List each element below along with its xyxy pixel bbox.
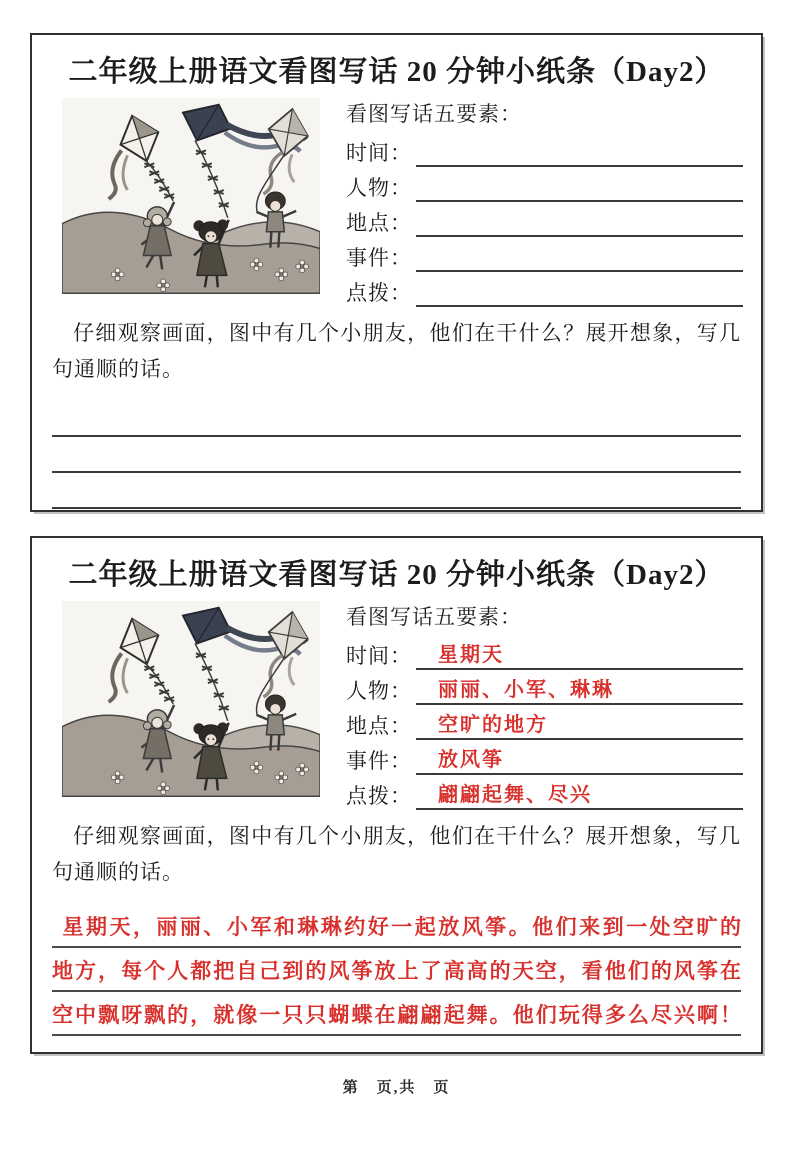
- field-line-place[interactable]: [416, 211, 743, 237]
- field-row-place: [346, 202, 743, 237]
- field-label-place: 地点：: [346, 211, 412, 235]
- worksheet-title: 二年级上册语文看图写话 20 分钟小纸条（Day2）: [68, 559, 725, 591]
- field-row-event: [346, 237, 743, 272]
- answer-lines: [52, 904, 741, 1036]
- field-row-time: [346, 635, 743, 670]
- field-line-time[interactable]: [416, 638, 743, 670]
- field-line-tips[interactable]: [416, 281, 743, 307]
- field-row-tips: [346, 775, 743, 810]
- field-value-tips: 翩翩起舞、尽兴: [438, 784, 592, 806]
- answer-line[interactable]: 地方，每个人都把自己到的风筝放上了高高的天空，看他们的风筝在: [52, 948, 741, 992]
- answer-line[interactable]: 空中飘呀飘的，就像一只只蝴蝶在翩翩起舞。他们玩得多么尽兴啊！: [52, 992, 741, 1036]
- worksheet-card-blank: [30, 33, 763, 512]
- field-value-time: 星期天: [438, 644, 504, 666]
- five-elements-form: [346, 601, 743, 810]
- field-value-event: 放风筝: [438, 749, 504, 771]
- content-row: [50, 601, 743, 810]
- worksheet-title: 二年级上册语文看图写话 20 分钟小纸条（Day2）: [68, 56, 725, 88]
- writing-line[interactable]: [52, 437, 741, 473]
- answer-line[interactable]: 星期天，丽丽、小军和琳琳约好一起放风筝。他们来到一处空旷的: [52, 904, 741, 948]
- field-row-event: [346, 740, 743, 775]
- field-label-people: 人物：: [346, 679, 412, 703]
- kite-illustration: [62, 98, 320, 294]
- field-label-people: 人物：: [346, 176, 412, 200]
- worksheet-card-answered: [30, 536, 763, 1054]
- field-line-event[interactable]: [416, 743, 743, 775]
- field-row-time: [346, 132, 743, 167]
- content-row: [50, 98, 743, 307]
- field-label-tips: 点拨：: [346, 784, 412, 808]
- field-line-event[interactable]: [416, 246, 743, 272]
- page-footer: 第 页,共 页: [342, 1080, 451, 1096]
- field-line-people[interactable]: [416, 176, 743, 202]
- form-heading: 看图写话五要素：: [346, 102, 522, 126]
- field-label-tips: 点拨：: [346, 281, 412, 305]
- field-label-place: 地点：: [346, 714, 412, 738]
- field-row-people: [346, 670, 743, 705]
- field-line-time[interactable]: [416, 141, 743, 167]
- kite-illustration: [62, 601, 320, 797]
- writing-line[interactable]: [52, 473, 741, 509]
- writing-line[interactable]: [52, 401, 741, 437]
- field-value-people: 丽丽、小军、琳琳: [438, 679, 614, 701]
- field-row-tips: [346, 272, 743, 307]
- field-label-time: 时间：: [346, 644, 412, 668]
- instruction-text: 仔细观察画面，图中有几个小朋友，他们在干什么？展开想象，写几句通顺的话。: [52, 824, 741, 884]
- field-label-time: 时间：: [346, 141, 412, 165]
- writing-lines: [52, 401, 741, 509]
- field-line-place[interactable]: [416, 708, 743, 740]
- field-row-place: [346, 705, 743, 740]
- field-line-people[interactable]: [416, 673, 743, 705]
- field-value-place: 空旷的地方: [438, 714, 548, 736]
- five-elements-form: [346, 98, 743, 307]
- field-row-people: [346, 167, 743, 202]
- field-label-event: 事件：: [346, 749, 412, 773]
- instruction-text: 仔细观察画面，图中有几个小朋友，他们在干什么？展开想象，写几句通顺的话。: [52, 321, 741, 381]
- form-heading: 看图写话五要素：: [346, 605, 522, 629]
- field-label-event: 事件：: [346, 246, 412, 270]
- field-line-tips[interactable]: [416, 778, 743, 810]
